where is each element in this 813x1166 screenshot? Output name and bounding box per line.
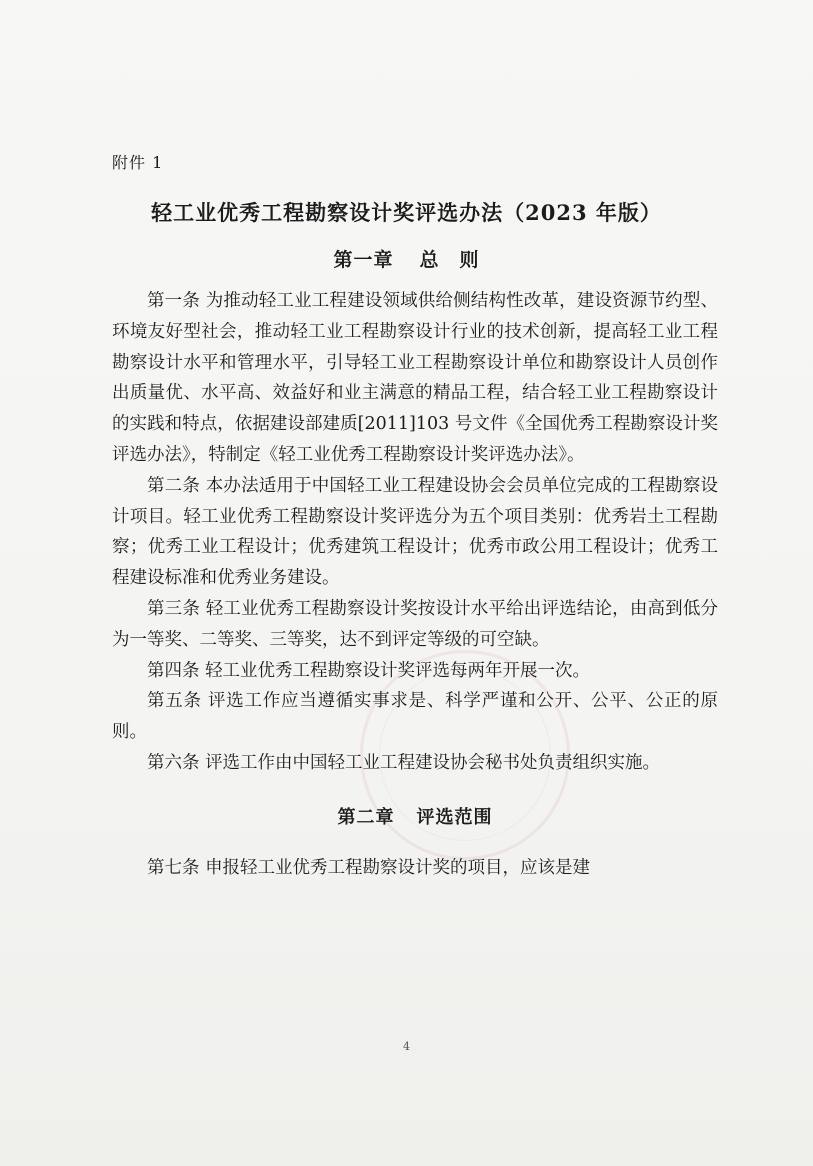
document-body: [112, 286, 718, 884]
article-3: 第三条 轻工业优秀工程勘察设计奖按设计水平给出评选结论，由高到低分为一等奖、二等奖、三等奖，达不到评定等级的可空缺。: [112, 598, 718, 650]
chapter-1-prefix: 第一章: [333, 249, 394, 271]
article-7: 第七条 申报轻工业优秀工程勘察设计奖的项目，应该是建: [147, 857, 591, 878]
article-6: 第六条 评选工作由中国轻工业工程建设协会秘书处负责组织实施。: [147, 752, 661, 773]
chapter-1-name: 总 则: [419, 249, 480, 271]
document-title: 轻工业优秀工程勘察设计奖评选办法（2023 年版）: [151, 200, 662, 225]
chapter-heading-2: [112, 803, 718, 833]
chapter-2-name: 评选范围: [416, 806, 493, 828]
page-number: 4: [403, 1040, 410, 1053]
article-4: 第四条 轻工业优秀工程勘察设计奖评选每两年开展一次。: [147, 660, 591, 681]
chapter-2-prefix: 第二章: [337, 806, 395, 828]
article-1: 第一条 为推动轻工业工程建设领域供给侧结构性改革，建设资源节约型、环境友好型社会，推动轻工业工程勘察设计行业的技术创新，提高轻工业工程勘察设计水平和管理水平，引导轻工业工程勘察设计单位和勘察设计人员创作出质量优、水平高、效益好和业主满意的精品工程，结合轻工业工程勘察设计的实践和特点，依据建设部建质[2011]103 号文件《全国优秀工程勘察设计奖评选办法》，特制定《轻工业优秀工程勘察设计奖评选办法》。: [112, 291, 718, 465]
chapter-heading-1: [0, 245, 813, 272]
article-2: 第二条 本办法适用于中国轻工业工程建设协会会员单位完成的工程勘察设计项目。轻工业优秀工程勘察设计奖评选分为五个项目类别：优秀岩土工程勘察；优秀工业工程设计；优秀建筑工程设计；优秀市政公用工程设计；优秀工程建设标准和优秀业务建设。: [112, 475, 718, 589]
attachment-label: 附件 1: [112, 153, 164, 172]
article-5: 第五条 评选工作应当遵循实事求是、科学严谨和公开、公平、公正的原则。: [112, 691, 718, 743]
